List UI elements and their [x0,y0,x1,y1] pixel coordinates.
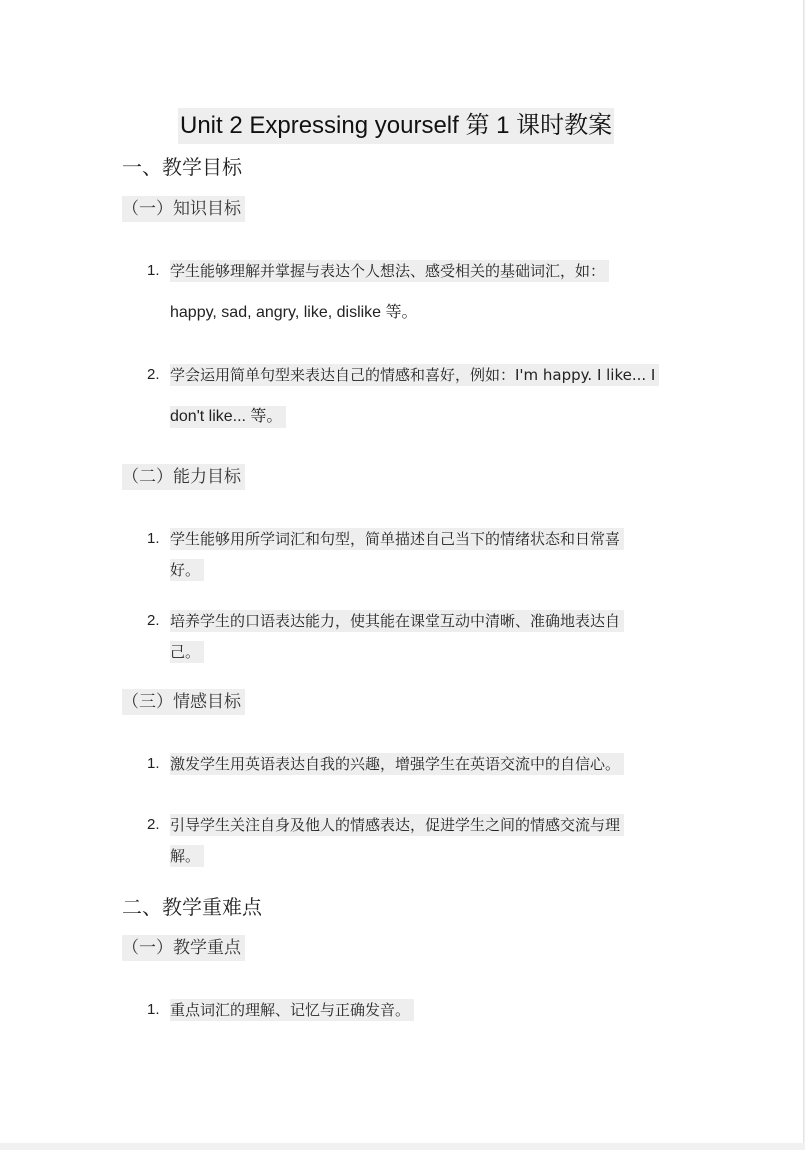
list-item-text-continued: 己。 [170,641,204,663]
list-number: 2. [147,366,160,383]
section-heading-key-points: 二、教学重难点 [122,895,262,919]
list-item-text: 重点词汇的理解、记忆与正确发音。 [170,999,414,1021]
list-number: 1. [147,530,160,547]
subheading-knowledge-goals: （一）知识目标 [122,196,245,222]
list-item-text-continued: don't like... 等。 [170,406,286,428]
subheading-emotional-goals: （三）情感目标 [122,689,245,715]
section-heading-teaching-goals: 一、教学目标 [122,155,242,179]
list-number: 1. [147,262,160,279]
list-item-text-continued: 好。 [170,559,204,581]
list-item-text: 激发学生用英语表达自我的兴趣，增强学生在英语交流中的自信心。 [170,753,624,775]
list-item-text: 引导学生关注自身及他人的情感表达，促进学生之间的情感交流与理 [170,814,624,836]
list-item-text: 学会运用简单句型来表达自己的情感和喜好，例如：I'm happy. I like... I [170,364,659,386]
list-number: 2. [147,816,160,833]
list-number: 1. [147,1001,160,1018]
subheading-ability-goals: （二）能力目标 [122,464,245,490]
list-number: 2. [147,612,160,629]
list-number: 1. [147,755,160,772]
list-item-text-continued: happy, sad, angry, like, dislike 等。 [170,304,418,321]
list-item-text: 学生能够理解并掌握与表达个人想法、感受相关的基础词汇，如： [170,260,609,282]
list-item-text: 培养学生的口语表达能力，使其能在课堂互动中清晰、准确地表达自 [170,610,624,632]
page-bottom-margin [0,1143,805,1150]
list-item-text: 学生能够用所学词汇和句型，简单描述自己当下的情绪状态和日常喜 [170,528,624,550]
subheading-teaching-focus: （一）教学重点 [122,935,245,961]
document-title: Unit 2 Expressing yourself 第 1 课时教案 [178,108,614,144]
list-item-text-continued: 解。 [170,845,204,867]
